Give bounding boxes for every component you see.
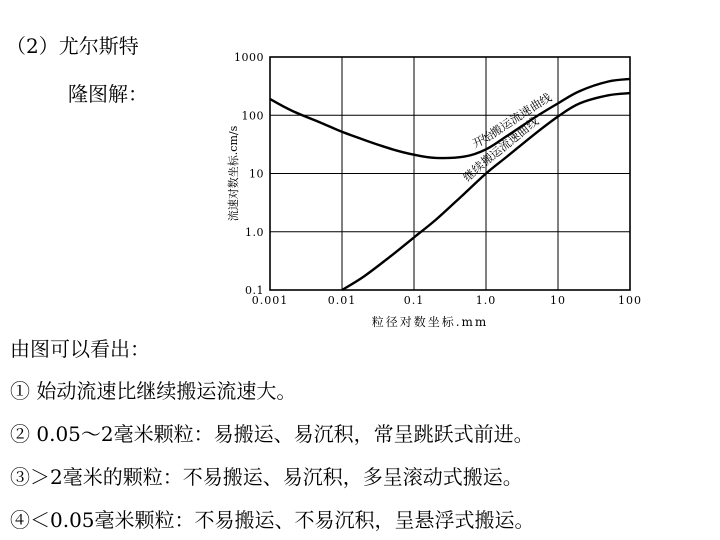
conclusion-intro: 由图可以看出：: [10, 337, 150, 361]
section-heading: （2）尤尔斯特: [6, 34, 139, 58]
x-tick-label-4: 10: [550, 294, 566, 307]
section-subheading: 隆图解：: [68, 82, 148, 106]
curve-label-text-2: 继续搬运流速曲线: [460, 114, 542, 185]
y-tick-label-0: 0.1: [245, 284, 264, 297]
x-tick-label-2: 0.1: [403, 294, 425, 307]
y-tick-label-1: 1.0: [245, 225, 264, 239]
chart-curves: [270, 79, 630, 290]
x-tick-label-0: 0.001: [251, 294, 289, 307]
y-axis-label: 流速对数坐标.cm/s: [227, 125, 240, 222]
conclusion-item-1: ① 始动流速比继续搬运流速大。: [10, 379, 297, 403]
x-axis-label: 粒径对数坐标.mm: [371, 315, 489, 329]
curve-label-text-1: 开始搬运流速曲线: [470, 90, 554, 151]
y-tick-label-4: 1000: [234, 51, 264, 64]
curve-series-1: [270, 79, 630, 158]
y-tick-label-2: 10: [249, 167, 264, 181]
conclusion-item-2: ② 0.05～2毫米颗粒：易搬运、易沉积，常呈跳跃式前进。: [10, 422, 534, 446]
x-tick-label-5: 100: [618, 294, 642, 307]
x-tick-label-3: 1.0: [475, 294, 497, 307]
conclusion-item-4: ④＜0.05毫米颗粒：不易搬运、不易沉积，呈悬浮式搬运。: [10, 508, 535, 532]
y-tick-label-3: 100: [241, 109, 264, 123]
conclusion-item-3: ③＞2毫米的颗粒：不易搬运、易沉积，多呈滚动式搬运。: [10, 465, 523, 489]
x-tick-label-1: 0.01: [327, 294, 357, 307]
